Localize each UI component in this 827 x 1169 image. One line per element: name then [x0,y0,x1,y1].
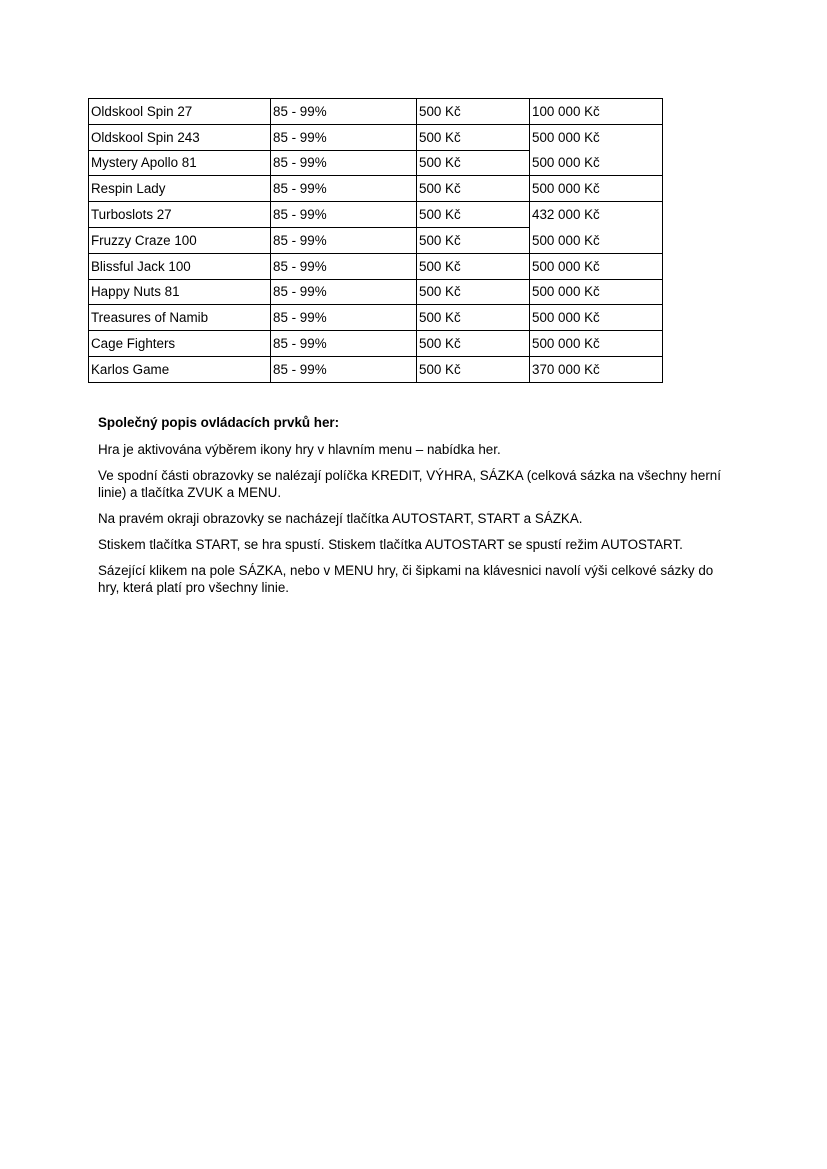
game-name: Happy Nuts 81 [89,279,271,305]
game-name: Karlos Game [89,356,271,382]
table-row [89,150,663,176]
game-name: Turboslots 27 [89,202,271,228]
controls-description [98,414,738,605]
game-name: Mystery Apollo 81 [89,150,271,176]
game-max-bet: 500 Kč [417,305,530,331]
game-name: Oldskool Spin 27 [89,99,271,125]
description-paragraph: Sázející klikem na pole SÁZKA, nebo v MENU hry, či šipkami na klávesnici navolí výši celkové sázky do hry, která platí pro všechny linie. [98,563,714,595]
game-rtp: 85 - 99% [271,124,417,150]
table-row [89,331,663,357]
description-paragraph: Hra je aktivována výběrem ikony hry v hlavním menu – nabídka her. [98,442,501,457]
game-max-bet: 500 Kč [417,356,530,382]
game-max-win: 100 000 Kč [530,99,663,125]
game-rtp: 85 - 99% [271,253,417,279]
game-max-win: 500 000 Kč [530,176,663,202]
games-table [88,98,663,383]
game-max-win: 500 000 Kč [530,279,663,305]
game-rtp: 85 - 99% [271,279,417,305]
game-max-bet: 500 Kč [417,176,530,202]
game-max-win: 500 000 Kč [530,253,663,279]
game-max-bet: 500 Kč [417,150,530,176]
description-paragraph: Ve spodní části obrazovky se nalézají políčka KREDIT, VÝHRA, SÁZKA (celková sázka na všechny herní linie) a tlačítka ZVUK a MENU. [98,468,721,500]
game-rtp: 85 - 99% [271,305,417,331]
game-max-win: 500 000 Kč [530,331,663,357]
game-max-win: 500 000 Kč [530,150,663,176]
game-rtp: 85 - 99% [271,202,417,228]
game-max-bet: 500 Kč [417,124,530,150]
game-rtp: 85 - 99% [271,331,417,357]
game-max-win: 500 000 Kč [530,227,663,253]
table-row [89,253,663,279]
game-rtp: 85 - 99% [271,150,417,176]
game-name: Respin Lady [89,176,271,202]
game-max-win: 432 000 Kč [530,202,663,228]
game-max-win: 370 000 Kč [530,356,663,382]
game-name: Oldskool Spin 243 [89,124,271,150]
game-max-bet: 500 Kč [417,227,530,253]
game-max-bet: 500 Kč [417,331,530,357]
section-heading: Společný popis ovládacích prvků her: [98,415,340,430]
game-max-bet: 500 Kč [417,253,530,279]
table-row [89,176,663,202]
game-name: Fruzzy Craze 100 [89,227,271,253]
table-row [89,99,663,125]
table-row [89,124,663,150]
game-max-bet: 500 Kč [417,99,530,125]
table-row [89,305,663,331]
game-max-win: 500 000 Kč [530,305,663,331]
game-name: Cage Fighters [89,331,271,357]
table-row [89,227,663,253]
game-max-win: 500 000 Kč [530,124,663,150]
table-row [89,356,663,382]
table-row [89,279,663,305]
description-paragraph: Stiskem tlačítka START, se hra spustí. Stiskem tlačítka AUTOSTART se spustí režim AUTOSTART. [98,537,683,552]
game-name: Blissful Jack 100 [89,253,271,279]
table-row [89,202,663,228]
game-rtp: 85 - 99% [271,227,417,253]
game-name: Treasures of Namib [89,305,271,331]
game-max-bet: 500 Kč [417,279,530,305]
description-paragraph: Na pravém okraji obrazovky se nacházejí tlačítka AUTOSTART, START a SÁZKA. [98,511,583,526]
game-rtp: 85 - 99% [271,356,417,382]
game-max-bet: 500 Kč [417,202,530,228]
game-rtp: 85 - 99% [271,99,417,125]
game-rtp: 85 - 99% [271,176,417,202]
